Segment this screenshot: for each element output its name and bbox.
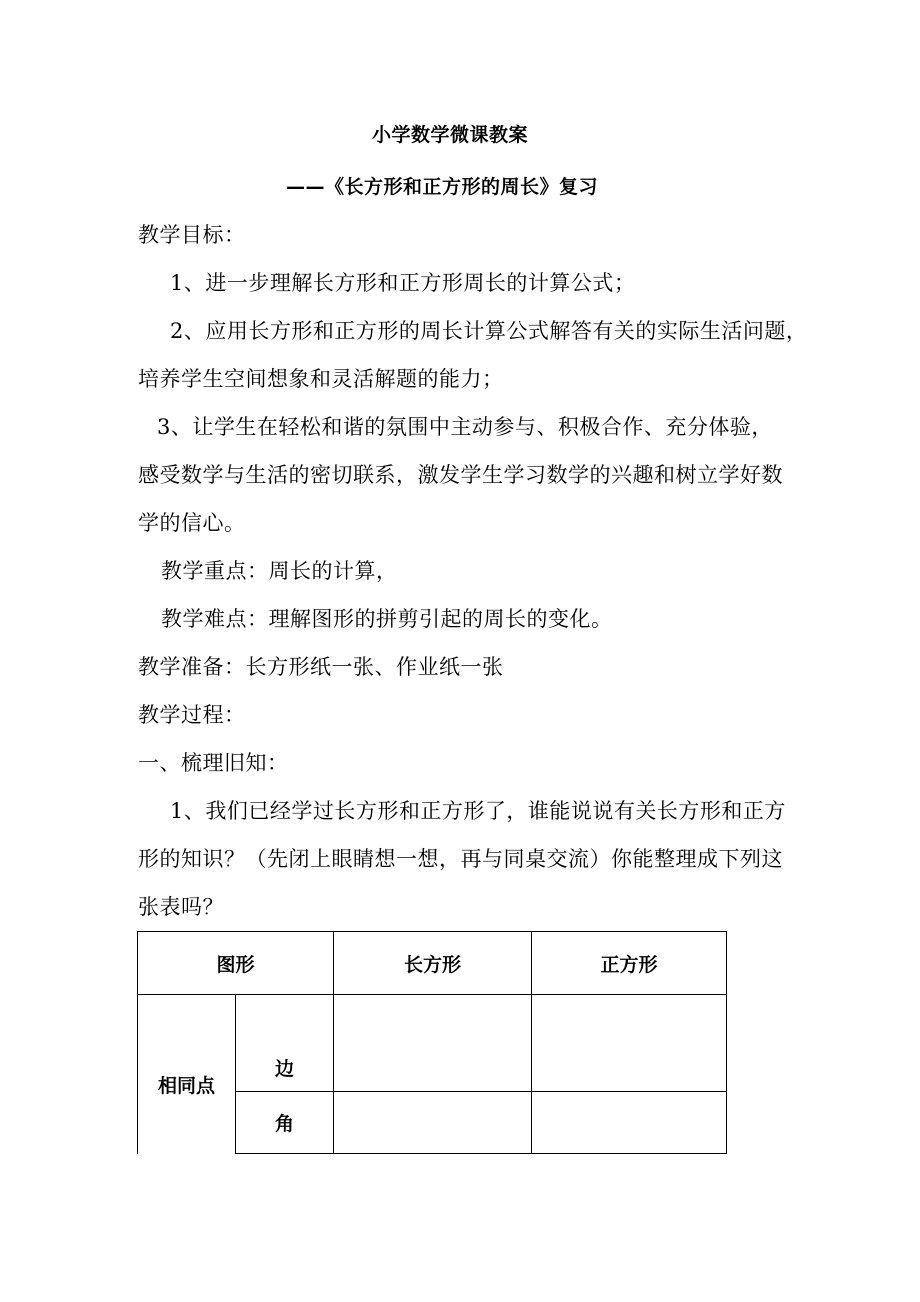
section1-heading: 一、梳理旧知：	[138, 751, 289, 775]
question1-line1: 1、我们已经学过长方形和正方形了，谁能说说有关长方形和正方	[170, 799, 786, 823]
objectives-heading: 教学目标：	[138, 223, 246, 247]
process-heading: 教学过程：	[138, 703, 246, 727]
objective-2-line2: 培养学生空间想象和灵活解题的能力；	[138, 367, 504, 391]
objective-3-line1: 3、让学生在轻松和谐的氛围中主动参与、积极合作、充分体验，	[157, 415, 773, 439]
cell-square-angle	[532, 1092, 727, 1154]
cell-rect-edge	[334, 995, 532, 1092]
header-rectangle: 长方形	[334, 932, 532, 995]
question1-line2: 形的知识？（先闭上眼睛想一想，再与同桌交流）你能整理成下列这	[138, 847, 783, 871]
header-shape: 图形	[138, 932, 334, 995]
difficulty: 教学难点：理解图形的拼剪引起的周长的变化。	[161, 607, 613, 631]
objective-1: 1、进一步理解长方形和正方形周长的计算公式；	[170, 271, 636, 295]
key-point: 教学重点：周长的计算，	[161, 559, 398, 583]
row-group-similarities: 相同点	[138, 995, 236, 1154]
preparation: 教学准备：长方形纸一张、作业纸一张	[138, 655, 504, 679]
document-title: 小学数学微课教案	[372, 124, 529, 146]
cell-rect-angle	[334, 1092, 532, 1154]
cell-square-edge	[532, 995, 727, 1092]
document-subtitle: ——《长方形和正方形的周长》复习	[286, 176, 599, 198]
objective-3-line2: 感受数学与生活的密切联系，激发学生学习数学的兴趣和树立学好数	[138, 463, 783, 487]
row-label-angle: 角	[236, 1092, 334, 1154]
header-square: 正方形	[532, 932, 727, 995]
table-row-edge	[138, 995, 727, 1092]
objective-2-line1: 2、应用长方形和正方形的周长计算公式解答有关的实际生活问题，	[170, 319, 808, 343]
objective-3-line3: 学的信心。	[138, 511, 246, 535]
comparison-table	[137, 931, 727, 1154]
question1-line3: 张表吗？	[138, 895, 224, 919]
row-label-edge: 边	[236, 995, 334, 1092]
table-header-row	[138, 932, 727, 995]
